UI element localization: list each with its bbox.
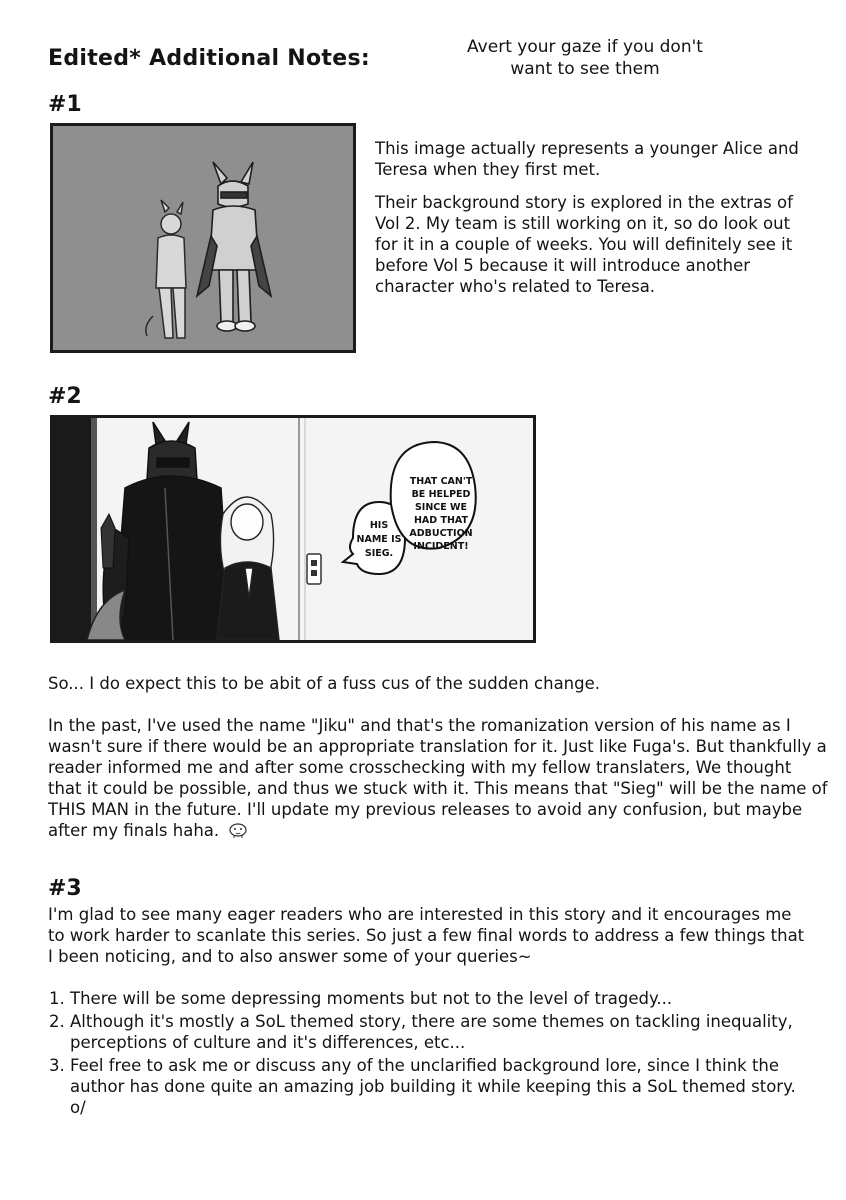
spoiler-warning-line2: want to see them: [510, 59, 660, 79]
bubble-right-line-4: HAD THAT: [413, 515, 469, 526]
panel-2-illustration: [53, 418, 533, 640]
list-item: 1. There will be some depressing moments but not to the level of tragedy...: [70, 988, 808, 1009]
list-item: 3. Feel free to ask me or discuss any of the unclarified background lore, since I think the author has done quite an amazing job building it while keeping this a SoL themed story. o/: [70, 1055, 808, 1118]
bubble-right-line-1: THAT CAN'T: [409, 476, 473, 487]
spoiler-warning-line1: Avert your gaze if you don't: [467, 37, 703, 57]
note-2-text: [48, 673, 828, 841]
sheep-emoji-icon: [228, 822, 248, 838]
note-2-number: #2: [48, 384, 82, 409]
spoiler-warning: [420, 36, 750, 80]
bubble-left-line-1: HIS: [369, 520, 389, 531]
note-2-para-2: [48, 715, 828, 841]
note-2-para-2-text: In the past, I've used the name "Jiku" and that's the romanization version of his name as I wasn't sure if there would be an appropriate translation for it. Just like Fuga's. But thankfully a reader informed me and after some crosschecking with my fellow translaters, We thought that it could be possible, and thus we stuck with it. This means that "Sieg" will be the name of THIS MAN in the future. I'll update my previous releases to avoid any confusion, but maybe after my finals haha.: [48, 716, 828, 840]
bubble-right-line-5: ADBUCTION: [409, 528, 473, 539]
note-1-para-2: Their background story is explored in the extras of Vol 2. My team is still working on it, so do look out for it in a couple of weeks. You will definitely see it before Vol 5 because it will introduce another character who's related to Teresa.: [375, 193, 793, 296]
manga-panel-2: [50, 415, 536, 643]
bubble-left-line-3: SIEG.: [364, 548, 394, 559]
note-3-list: [48, 988, 808, 1118]
manga-panel-1: [50, 123, 356, 353]
note-1-text: [375, 138, 807, 309]
note-1-para-1: This image actually represents a younger Alice and Teresa when they first met.: [375, 139, 799, 179]
note-1-number: #1: [48, 92, 82, 117]
note-3-intro: I'm glad to see many eager readers who are interested in this story and it encourages me to work harder to scanlate this series. So just a few final words to address a few things that I been noticing, and to also answer some of your queries~: [48, 905, 805, 966]
bubble-right-line-3: SINCE WE: [414, 502, 468, 513]
page-title: Edited* Additional Notes:: [48, 46, 370, 71]
bubble-right-line-6: INCIDENT!: [413, 541, 469, 552]
list-item: 2. Although it's mostly a SoL themed story, there are some themes on tackling inequality, perceptions of culture and it's differences, etc...: [70, 1011, 808, 1053]
bubble-left-line-2: NAME IS: [356, 534, 402, 545]
note-2-para-1: So... I do expect this to be abit of a fuss cus of the sudden change.: [48, 674, 601, 693]
note-3-text: [48, 904, 808, 1120]
panel-1-illustration: [53, 126, 353, 350]
note-3-number: #3: [48, 876, 82, 901]
bubble-right-line-2: BE HELPED: [411, 489, 471, 500]
